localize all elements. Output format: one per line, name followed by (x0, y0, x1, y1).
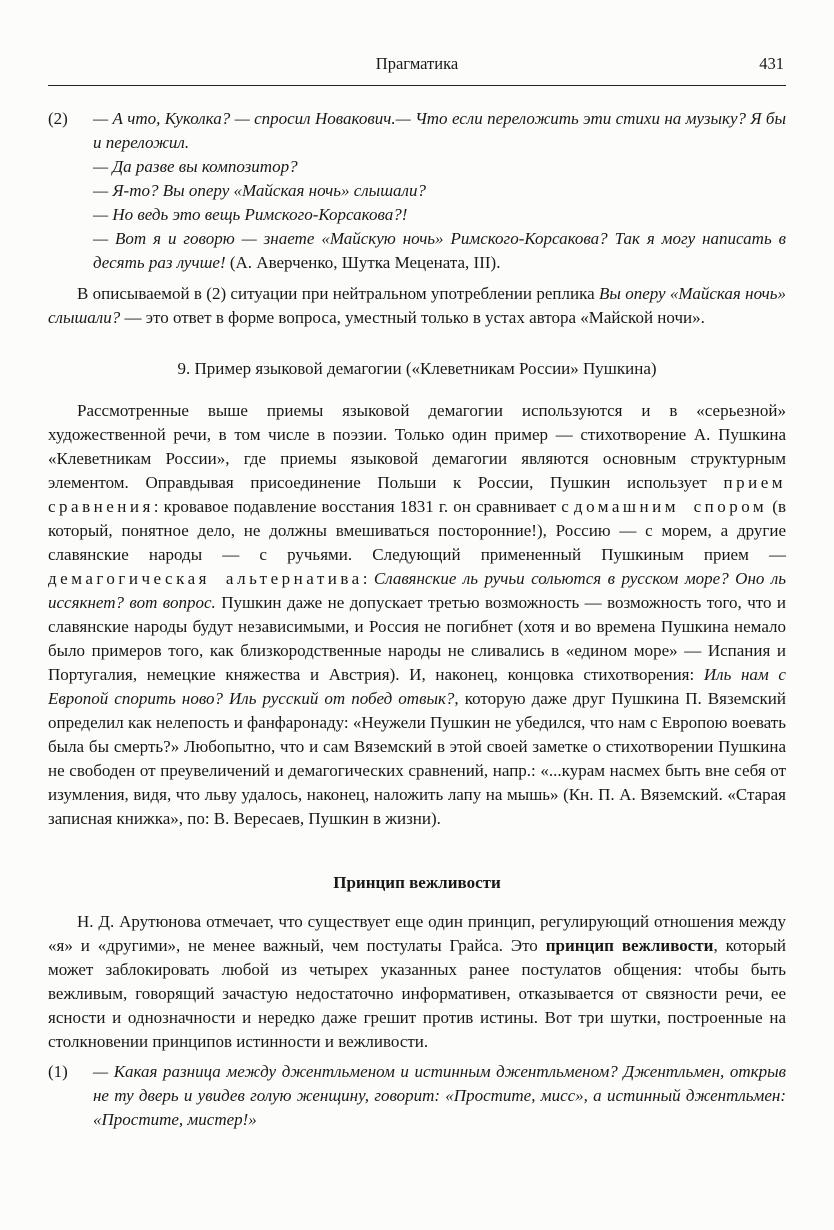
text-segment: : (362, 569, 374, 588)
example-1 (48, 1060, 786, 1132)
paragraph (93, 155, 786, 179)
example-label: (1) (48, 1062, 68, 1081)
text-segment: , которую даже друг Пушкина П. Вяземский определил как нелепость и фанфаронаду: «Неужели Пушкин не убедился, что нам с Европою воевать была бы смерть?» Любопытно, что и сам Вяземский в этой своей заметке о стихотворении Пушкина не свободен от преувеличений и демагогических сравнений, напр.: «...курам насмех быть вне себя от изумления, видя, что льву удалось, наконец, наложить лапу на мышь» (Кн. П. А. Вяземский. «Старая записная книжка», по: В. Вересаев, Пушкин в жизни). (48, 689, 786, 828)
page-number: 431 (759, 54, 784, 73)
text-segment: — Какая разница между джентльменом и истинным джентльменом? Джентльмен, открыв не ту дверь и увидев голую женщину, говорит: «Простите, мисс», а истинный джентльмен: «Простите, мистер!» (93, 1062, 786, 1129)
page-body (48, 107, 786, 1132)
example-label: (2) (48, 109, 68, 128)
paragraph (48, 871, 786, 895)
section-heading-9 (48, 357, 786, 381)
text-segment: Н. Д. Арутюнова отмечает, что существует еще один принцип, регулирующий отношения между «я» и «другими», не менее важный, чем постулаты Грайса. Это (48, 912, 786, 955)
text-segment: принцип вежливости (545, 936, 714, 955)
commentary-paragraph (48, 282, 786, 330)
pushkin-paragraph (48, 399, 786, 831)
text-segment: Славянские ль ручьи сольются в русском море? Оно ль иссякнет? вот вопрос. (48, 569, 786, 612)
text-segment: Вы оперу «Майская ночь» слышали? (48, 284, 786, 327)
text-segment: Принцип вежливости (333, 873, 501, 892)
paragraph (93, 227, 786, 275)
politeness-heading (48, 871, 786, 895)
paragraph (48, 910, 786, 1054)
paragraph (93, 1060, 786, 1132)
paragraph (48, 357, 786, 381)
text-segment: Рассмотренные выше приемы языковой демагогии используются и в «серьезной» художественной речи, в том числе в поэзии. Только один пример — стихотворение А. Пушкина «Клеветникам России», где приемы языковой демагогии являются основным структурным элементом. Оправдывая присоединение Польши к России, Пушкин использует (48, 401, 786, 492)
text-segment: , который может заблокировать любой из четырех указанных ранее постулатов общения: чтобы быть вежливым, говорящий зачастую недостаточно информативен, отказывается от связности речи, ее ясности и однозначности и нередко даже грешит против истины. Вот три шутки, построенные на столкновении принципов истинности и вежливости. (48, 936, 787, 1051)
paragraph (93, 107, 786, 155)
text-segment: домашним спором (573, 497, 768, 516)
politeness-paragraph (48, 910, 786, 1054)
text-segment: В описываемой в (2) ситуации при нейтральном употреблении реплика (77, 284, 599, 303)
text-segment: — это ответ в форме вопроса, уместный только в устах автора «Майской ночи». (120, 308, 705, 327)
text-segment: Иль нам с Европой спорить ново? Иль русский от побед отвык? (48, 665, 786, 708)
running-head-title: Прагматика (375, 54, 459, 73)
text-segment: — Я-то? Вы оперу «Майская ночь» слышали? (93, 181, 426, 200)
text-segment: (в который, понятное дело, не должны вмешиваться посторонние!), Россию — с морем, а другие славянские народы — с ручьями. Следующий примененный Пушкиным прием — (48, 497, 786, 564)
text-segment: — А что, Куколка? — спросил Новакович.— Что если переложить эти стихи на музыку? Я бы и переложил. (93, 109, 786, 152)
text-segment: (А. Аверченко, Шутка Мецената, III). (229, 253, 501, 272)
paragraph (48, 282, 786, 330)
text-segment: прием сравнения (48, 473, 786, 516)
text-segment: Пушкин даже не допускает третью возможность — возможность того, что и славянские народы будут независимыми, и Россия не погибнет (хотя и во времена Пушкина немало было примеров того, как близкородственные народы не сливались в «едином море» — Испания и Португалия, немецкие княжества и Австрия). И, наконец, концовка стихотворения: (48, 593, 786, 684)
text-segment: 9. Пример языковой демагогии («Клеветникам России» Пушкина) (177, 359, 657, 378)
header-rule (48, 85, 786, 86)
text-segment: демагогическая альтернатива (48, 569, 363, 588)
running-head (48, 54, 786, 78)
paragraph (93, 179, 786, 203)
text-segment: : кровавое подавление восстания 1831 г. он сравнивает с (153, 497, 574, 516)
example-2 (48, 107, 786, 275)
text-segment: — Но ведь это вещь Римского-Корсакова?! (93, 205, 408, 224)
paragraph (48, 399, 786, 831)
text-segment: — Вот я и говорю — знаете «Майскую ночь» Римского-Корсакова? Так я могу написать в десять раз лучше! (93, 229, 786, 272)
text-segment: — Да разве вы композитор? (93, 157, 298, 176)
paragraph (93, 203, 786, 227)
